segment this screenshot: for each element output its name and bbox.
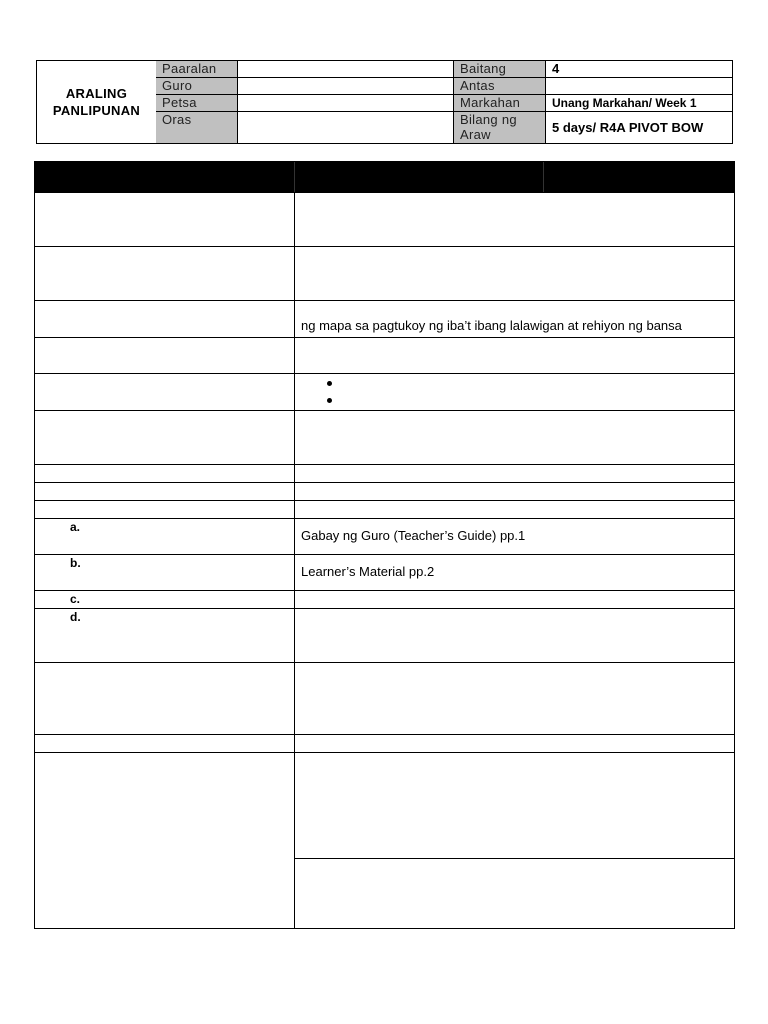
value-oras[interactable] [238,112,454,143]
value-bilang-ng-araw[interactable] [546,112,732,143]
label-paaralan: Paaralan [156,61,238,78]
label-antas: Antas [454,78,546,95]
table-row[interactable] [35,590,734,608]
value-paaralan[interactable] [238,61,454,78]
lesson-header-table [36,60,733,144]
label-bilang-ng-araw [454,112,546,143]
item-letter-b: b. [70,556,81,570]
header-divider [294,162,295,192]
table-row[interactable] [35,734,734,752]
table-header-bar [35,162,734,192]
label-bilang-line-2: Araw [460,127,491,142]
value-guro[interactable] [238,78,454,95]
inner-cell-divider [295,858,734,859]
ref-teacher-guide: Gabay ng Guro (Teacher’s Guide) pp.1 [301,528,526,543]
value-bilang-text: 5 days/ R4A PIVOT BOW [552,119,704,135]
header-divider [543,162,544,192]
label-petsa: Petsa [156,95,238,112]
value-baitang[interactable] [546,61,732,78]
label-guro: Guro [156,78,238,95]
value-petsa[interactable] [238,95,454,112]
table-row[interactable] [35,500,734,518]
ref-learner-material: Learner’s Material pp.2 [301,564,435,579]
table-row[interactable] [35,752,734,928]
table-row[interactable] [35,337,734,373]
subject-title [37,61,157,143]
table-row[interactable] [35,192,734,246]
value-markahan-text: Unang Markahan/ Week 1 [552,96,697,110]
table-row[interactable] [35,662,734,734]
table-row[interactable] [35,373,734,410]
label-bilang-line-1: Bilang ng [460,112,517,127]
bullet-point [327,398,332,403]
bullet-point [327,381,332,386]
table-row[interactable] [35,410,734,464]
table-row[interactable] [35,608,734,662]
value-baitang-text: 4 [552,61,560,76]
value-antas[interactable] [546,78,732,95]
map-usage-text: ng mapa sa pagtukoy ng iba’t ibang lalawigan at rehiyon ng bansa [301,318,682,333]
label-baitang: Baitang [454,61,546,78]
table-row[interactable] [35,246,734,300]
item-letter-d: d. [70,610,81,624]
table-row[interactable] [35,518,734,554]
table-row[interactable] [35,482,734,500]
table-row[interactable] [35,554,734,590]
label-markahan: Markahan [454,95,546,112]
label-oras: Oras [156,112,238,143]
lesson-plan-table [34,161,735,929]
table-row[interactable] [35,300,734,337]
subject-line-2: PANLIPUNAN [52,103,141,118]
value-markahan[interactable] [546,95,732,112]
subject-line-1: ARALING [65,86,128,101]
table-row[interactable] [35,464,734,482]
item-letter-c: c. [70,592,81,606]
item-letter-a: a. [70,520,81,534]
